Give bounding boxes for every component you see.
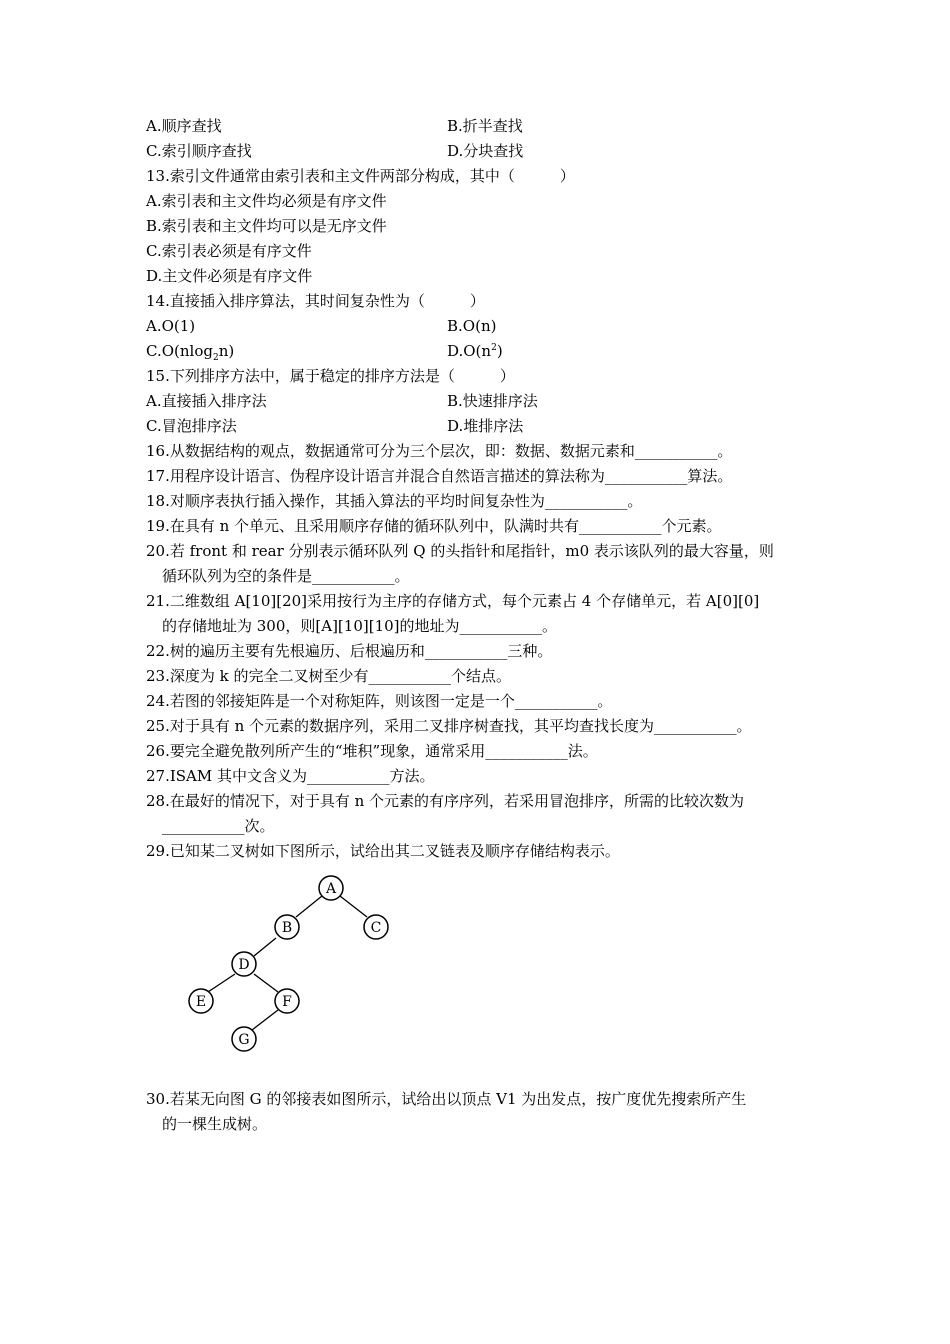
q21-line2: 的存储地址为 300，则[A][10][10]的地址为___________。 bbox=[162, 617, 558, 635]
q14-option-a: A.O(1) bbox=[146, 317, 196, 335]
q12-option-a: A.顺序查找 bbox=[146, 117, 222, 135]
q14-option-d: $D.O(n^2)$ bbox=[447, 342, 503, 360]
q28-line2: ___________次。 bbox=[162, 817, 275, 835]
q15-option-a: A.直接插入排序法 bbox=[146, 392, 267, 410]
q30-line1: 30.若某无向图 G 的邻接表如图所示，试给出以顶点 V1 为出发点，按广度优先搜索所产生 bbox=[146, 1090, 747, 1108]
edge-b-d bbox=[254, 938, 276, 956]
q26-text: 26.要完全避免散列所产生的“堆积”现象，通常采用___________法。 bbox=[146, 742, 598, 760]
q12-option-c: C.索引顺序查找 bbox=[146, 142, 252, 160]
q18-text: 18.对顺序表执行插入操作，其插入算法的平均时间复杂性为___________。 bbox=[146, 492, 643, 510]
q15-option-b: B.快速排序法 bbox=[447, 392, 538, 410]
exponent-superscript: 2 bbox=[491, 343, 497, 353]
q28-line1: 28.在最好的情况下，对于具有 n 个元素的有序序列，若采用冒泡排序，所需的比较次数为 bbox=[146, 792, 745, 810]
node-label-f: F bbox=[282, 994, 292, 1010]
node-label-g: G bbox=[238, 1032, 250, 1048]
q23-text: 23.深度为 k 的完全二叉树至少有___________个结点。 bbox=[146, 667, 511, 685]
node-label-d: D bbox=[238, 957, 250, 973]
edge-f-g bbox=[252, 1010, 278, 1030]
q13-stem: 13.索引文件通常由索引表和主文件两部分构成，其中（ ） bbox=[146, 167, 575, 185]
edge-a-c bbox=[340, 896, 367, 917]
q13-option-b: B.索引表和主文件均可以是无序文件 bbox=[146, 217, 387, 235]
node-label-e: E bbox=[195, 994, 207, 1010]
q19-text: 19.在具有 n 个单元、且采用顺序存储的循环队列中，队满时共有___________个元素。 bbox=[146, 517, 722, 535]
q20-line2: 循环队列为空的条件是___________。 bbox=[162, 567, 410, 585]
q24-text: 24.若图的邻接矩阵是一个对称矩阵，则该图一定是一个___________。 bbox=[146, 692, 613, 710]
node-label-c: C bbox=[370, 920, 382, 936]
q12-option-d: D.分块查找 bbox=[447, 142, 524, 160]
q13-option-a: A.索引表和主文件均必须是有序文件 bbox=[146, 192, 387, 210]
q13-option-c: C.索引表必须是有序文件 bbox=[146, 242, 312, 260]
q12-option-b: B.折半查找 bbox=[447, 117, 523, 135]
binary-tree-diagram bbox=[170, 868, 430, 1058]
q29-text: 29.已知某二叉树如下图所示，试给出其二叉链表及顺序存储结构表示。 bbox=[146, 842, 620, 860]
edge-d-e bbox=[208, 974, 235, 992]
q20-line1: 20.若 front 和 rear 分别表示循环队列 Q 的头指针和尾指针，m0 表示该队列的最大容量，则 bbox=[146, 542, 774, 560]
q15-option-d: D.堆排序法 bbox=[447, 417, 524, 435]
log-base-subscript: 2 bbox=[212, 353, 219, 363]
q17-text: 17.用程序设计语言、伪程序设计语言并混合自然语言描述的算法称为___________算法。 bbox=[146, 467, 733, 485]
q27-text: 27.ISAM 其中文含义为___________方法。 bbox=[146, 767, 435, 785]
edge-d-f bbox=[254, 974, 278, 992]
node-label-a: A bbox=[325, 881, 337, 897]
node-label-b: B bbox=[281, 920, 293, 936]
q25-text: 25.对于具有 n 个元素的数据序列，采用二叉排序树查找，其平均查找长度为___________。 bbox=[146, 717, 752, 735]
q15-stem: 15.下列排序方法中，属于稳定的排序方法是（ ） bbox=[146, 367, 515, 385]
q14-option-c: C.O(nlog$_2$n) bbox=[146, 342, 235, 363]
tree-nodes bbox=[189, 876, 388, 1051]
q21-line1: 21.二维数组 A[10][20]采用按行为主序的存储方式，每个元素占 4 个存储单元，若 A[0][0] bbox=[146, 592, 760, 610]
q14-option-b: B.O(n) bbox=[447, 317, 497, 335]
q16-text: 16.从数据结构的观点，数据通常可分为三个层次，即：数据、数据元素和___________。 bbox=[146, 442, 733, 460]
q30-line2: 的一棵生成树。 bbox=[162, 1115, 268, 1133]
q15-option-c: C.冒泡排序法 bbox=[146, 417, 237, 435]
q13-option-d: D.主文件必须是有序文件 bbox=[146, 267, 313, 285]
edge-a-b bbox=[296, 896, 322, 917]
q22-text: 22.树的遍历主要有先根遍历、后根遍历和___________三种。 bbox=[146, 642, 553, 660]
q14-stem: 14.直接插入排序算法，其时间复杂性为（ ） bbox=[146, 292, 485, 310]
